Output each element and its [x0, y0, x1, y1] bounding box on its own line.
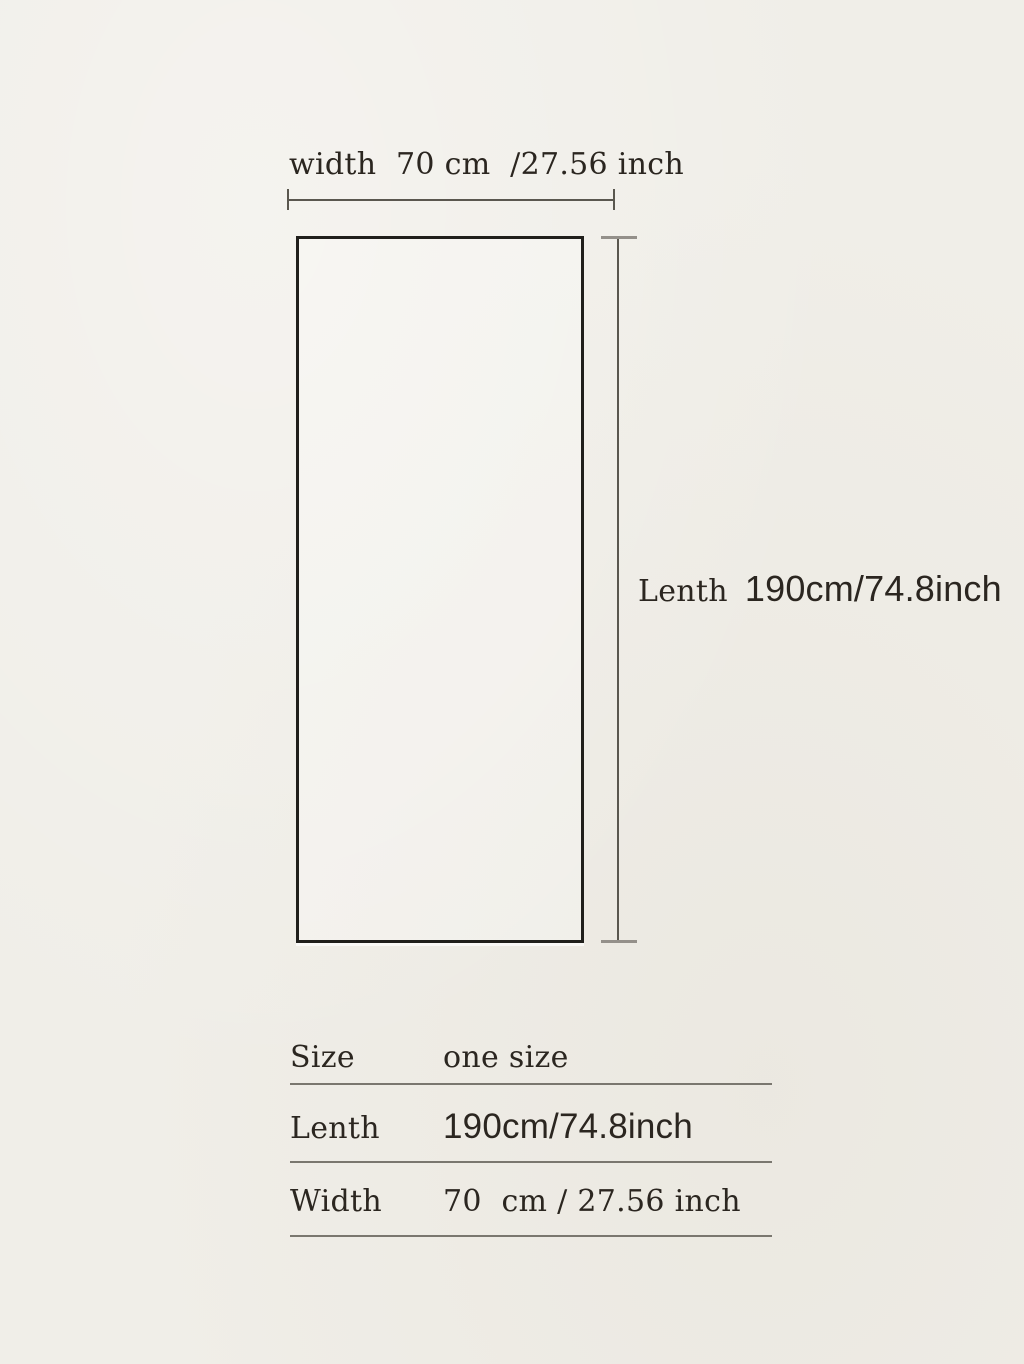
length-measure-tick-bottom	[601, 940, 637, 943]
width-measure-tick-left	[287, 189, 289, 210]
length-label-value: 190cm/74.8inch	[744, 568, 1002, 609]
row-value: 190cm/74.8inch	[443, 1107, 693, 1146]
length-label-name: Lenth	[638, 574, 728, 609]
table-row-size	[290, 1028, 772, 1085]
row-label: Size	[290, 1040, 355, 1075]
table-row-width	[290, 1163, 772, 1237]
width-measure-tick-right	[613, 189, 615, 210]
row-label: Width	[290, 1184, 382, 1219]
row-value: one size	[443, 1040, 569, 1075]
length-measure-tick-top	[601, 236, 637, 239]
row-label: Lenth	[290, 1111, 380, 1146]
width-measure-line	[287, 199, 615, 201]
row-value: 70 cm / 27.56 inch	[443, 1184, 741, 1219]
length-measure-line	[617, 238, 619, 940]
table-row-length	[290, 1085, 772, 1163]
product-outline-rect	[296, 236, 584, 943]
width-dimension-label: width 70 cm /27.56 inch	[289, 147, 685, 182]
size-table	[290, 1028, 772, 1237]
length-dimension-label	[638, 568, 1002, 610]
